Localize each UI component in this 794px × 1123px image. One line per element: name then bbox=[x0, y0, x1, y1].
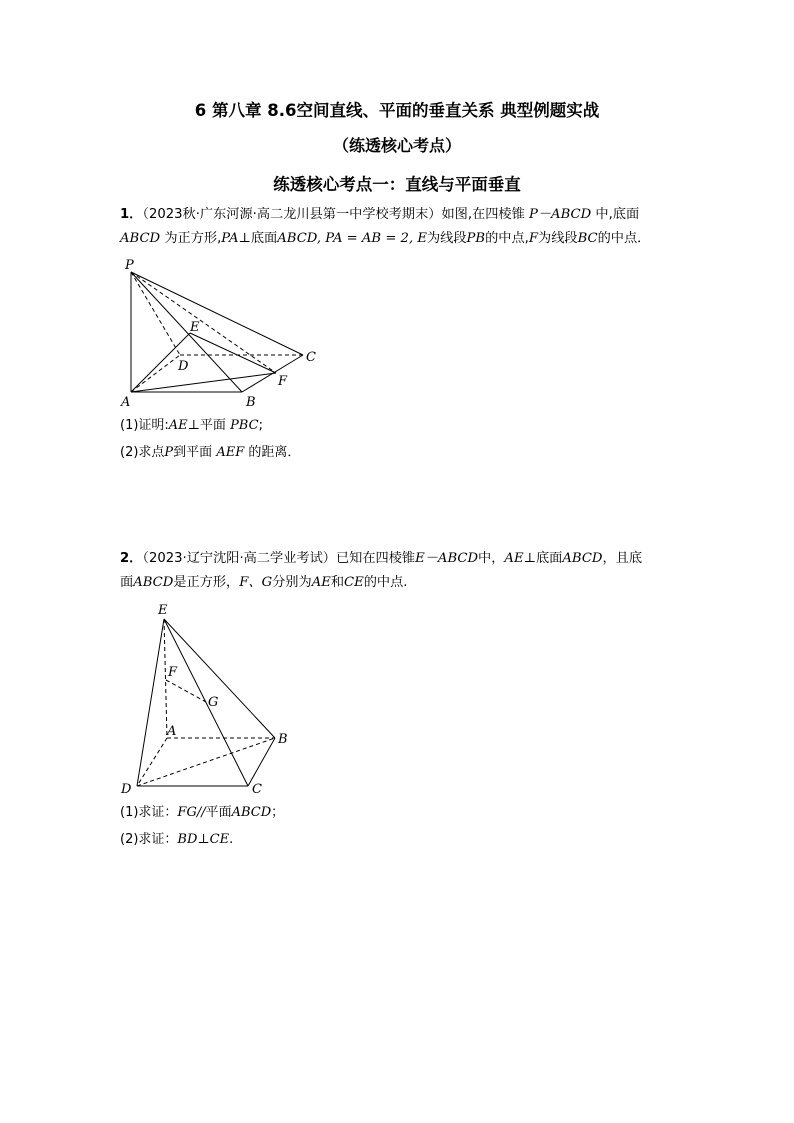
label-A: A bbox=[167, 724, 177, 739]
math: PA⊥ bbox=[221, 231, 251, 246]
problem-1-statement bbox=[120, 203, 680, 251]
problem-source: （2023·辽宁沈阳·高二学业考试） bbox=[142, 551, 336, 566]
label-B: B bbox=[246, 395, 256, 410]
edge-ED bbox=[137, 619, 164, 786]
text: 到平面 bbox=[173, 445, 213, 460]
label-F: F bbox=[278, 374, 288, 389]
problem-2-question-2 bbox=[120, 831, 233, 849]
text: (2)求证： bbox=[120, 832, 178, 847]
segment-EF bbox=[190, 333, 276, 373]
math: PBC bbox=[230, 418, 259, 433]
text: (1)证明: bbox=[120, 418, 169, 433]
text: 的中点． bbox=[597, 231, 651, 246]
label-B: B bbox=[278, 732, 288, 747]
math: FG// bbox=[177, 805, 206, 820]
edge-AD bbox=[137, 738, 167, 786]
math: AE bbox=[311, 575, 331, 590]
text: 中,底面 bbox=[595, 207, 640, 222]
edge-EB bbox=[164, 619, 275, 738]
text: 底面 bbox=[250, 231, 278, 246]
math: BC bbox=[577, 231, 598, 246]
text: 平面 bbox=[199, 418, 226, 433]
edge-EC bbox=[164, 619, 248, 786]
label-E: E bbox=[158, 603, 168, 618]
math: CE bbox=[344, 575, 364, 590]
math: ABCD bbox=[277, 231, 317, 246]
problem-source: （2023秋·广东河源·高二龙川县第一中学校考期末） bbox=[142, 207, 442, 222]
text: 底面 bbox=[535, 551, 563, 566]
problem-2-question-1 bbox=[120, 804, 284, 822]
page-title: 6 第八章 8.6空间直线、平面的垂直关系 典型例题实战 bbox=[194, 101, 600, 120]
text: 中， bbox=[478, 551, 505, 566]
math: BD⊥CE bbox=[177, 832, 230, 847]
text: ； bbox=[271, 805, 285, 820]
math: AE⊥ bbox=[168, 418, 200, 433]
problem-1-question-1 bbox=[120, 417, 263, 435]
figure-1-pyramid-diagram bbox=[110, 255, 330, 415]
math: AEF bbox=[216, 445, 245, 460]
math: ABCD bbox=[562, 551, 603, 566]
text: 平面 bbox=[205, 805, 232, 820]
text: 面 bbox=[120, 575, 134, 590]
edge-PC bbox=[131, 272, 303, 355]
math: P－ABCD bbox=[529, 207, 592, 222]
math: F、G bbox=[239, 575, 273, 590]
problem-2-statement bbox=[120, 547, 680, 595]
math: F bbox=[528, 231, 539, 246]
text: 为正方形, bbox=[164, 231, 222, 246]
edge-PD bbox=[131, 272, 180, 355]
text: 是正方形， bbox=[173, 575, 240, 590]
text: 为线段 bbox=[538, 231, 578, 246]
math: ABCD bbox=[120, 231, 161, 246]
label-C: C bbox=[252, 782, 262, 797]
label-A: A bbox=[121, 395, 131, 410]
label-C: C bbox=[306, 350, 316, 365]
math: ABCD bbox=[231, 805, 272, 820]
edge-EA bbox=[164, 619, 167, 738]
edge-CB bbox=[248, 738, 275, 786]
label-G: G bbox=[208, 695, 219, 710]
text: 和 bbox=[330, 575, 345, 590]
text: 的中点, bbox=[485, 231, 529, 246]
text: ，且底 bbox=[602, 551, 643, 566]
label-D: D bbox=[178, 359, 189, 374]
problem-number: 1． bbox=[120, 207, 143, 222]
text: 的中点. bbox=[363, 575, 408, 590]
math: AE⊥ bbox=[504, 551, 536, 566]
problem-1-question-2 bbox=[120, 444, 300, 462]
math: P bbox=[164, 445, 174, 460]
segment-AF bbox=[131, 373, 276, 392]
math: PB bbox=[466, 231, 486, 246]
label-P: P bbox=[125, 258, 134, 273]
text: . bbox=[229, 832, 234, 847]
problem-number: 2． bbox=[120, 551, 143, 566]
section-title: 练透核心考点一：直线与平面垂直 bbox=[273, 175, 521, 194]
label-D: D bbox=[121, 782, 132, 797]
label-E: E bbox=[190, 320, 200, 335]
text: 如图,在四棱锥 bbox=[441, 207, 525, 222]
text: (1)求证： bbox=[120, 805, 178, 820]
diagonal-BD bbox=[137, 738, 275, 786]
edge-PB bbox=[131, 272, 242, 392]
figure-2-pyramid-diagram bbox=[105, 600, 305, 800]
label-F: F bbox=[168, 665, 178, 680]
math: E－ABCD bbox=[415, 551, 479, 566]
math: , PA = AB = 2, E bbox=[316, 231, 427, 246]
text: ; bbox=[258, 418, 263, 433]
segment-PF bbox=[131, 272, 276, 373]
text: 已知在四棱锥 bbox=[335, 551, 416, 566]
text: 分别为 bbox=[272, 575, 312, 590]
math: ABCD bbox=[133, 575, 174, 590]
page-subtitle: （练透核心考点） bbox=[332, 136, 461, 155]
text: 的距离． bbox=[248, 445, 301, 460]
text: 为线段 bbox=[426, 231, 467, 246]
text: (2)求点 bbox=[120, 445, 165, 460]
